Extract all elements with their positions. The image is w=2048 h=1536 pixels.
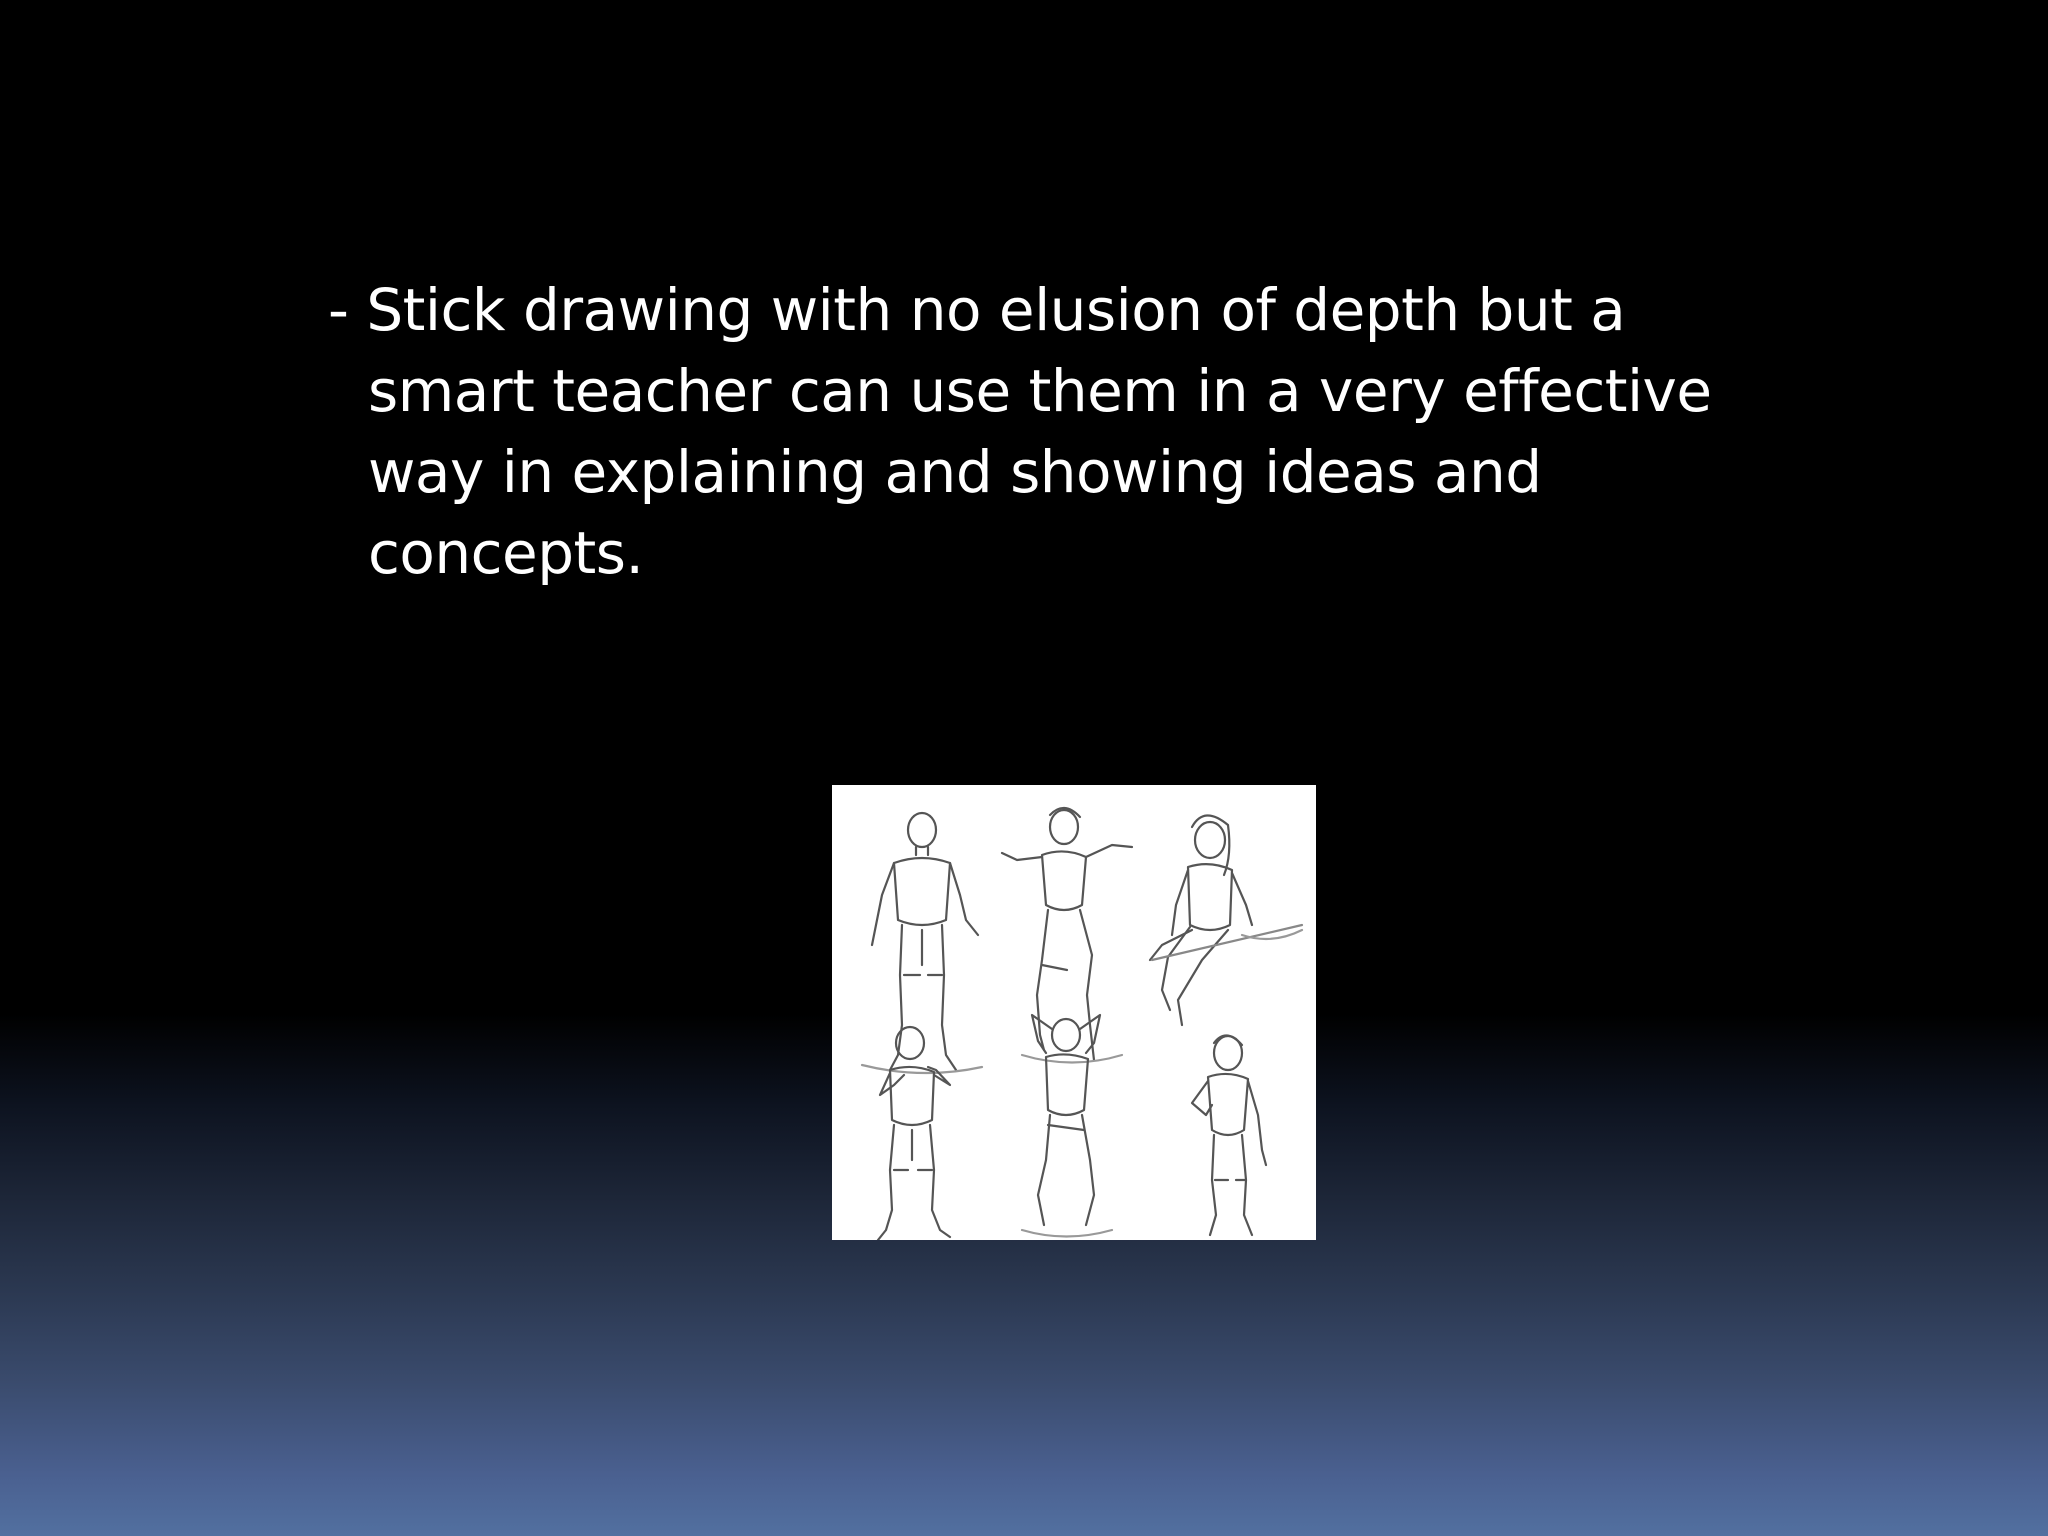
figure-drawings-image <box>832 785 1316 1240</box>
bullet-paragraph: - Stick drawing with no elusion of depth but a smart teacher can use them in a very effective way in explaining and showing ideas and concepts. <box>328 276 1712 587</box>
figure-dancing-female <box>1002 808 1132 1063</box>
figure-boxing-male <box>878 1027 950 1240</box>
figure-arms-raised-female <box>1022 1015 1112 1237</box>
figure-hand-on-hip-female <box>1192 1035 1266 1235</box>
slide-body-text <box>328 270 1808 594</box>
figure-seated-female <box>1150 815 1302 1025</box>
figure-sketch-svg <box>832 785 1316 1240</box>
